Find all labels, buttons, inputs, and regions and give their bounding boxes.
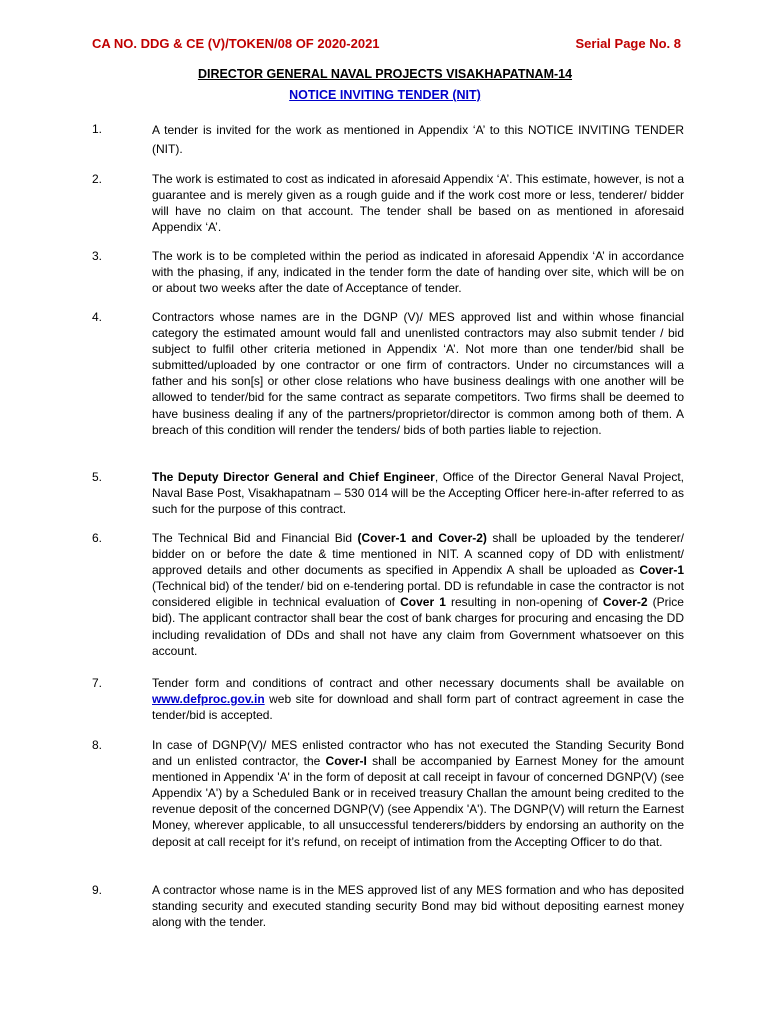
paragraph-text: Contractors whose names are in the DGNP (V)/ MES approved list and within whose financial category the estimated amount would fall and unenlisted contractors may also submit tender / bid subject to fulfil other criteria metioned in Appendix ‘A’. Not more than one tender/bid shall be submitted/uploaded by one contractor or one firm of contractors. Under no circumstances will a father and his son[s] or other close relations who have business dealings with one another will be allowed to tender/bid for the same contract as separate competitors. Two firms shall be deemed to have business dealing if any of the partners/proprietor/director is common among both of them. A breach of this condition will render the tenders/ bids of both parties liable to rejection. [152,310,684,437]
bold-run: Cover-2 [602,595,648,610]
text-run: shall be uploaded by the tenderer/ bidder on or before the date & time mentioned in NIT. A scanned copy of DD with enlistment/ approved details and other documents as specified in Appendix A shall be uploaded as [152,531,684,578]
paragraph-text: A tender is invited for the work as mentioned in Appendix ‘A’ to this NOTICE INVITING TENDER (NIT). [152,123,684,156]
text-run: The Technical Bid and Financial Bid [152,531,358,545]
paragraph-3 [92,248,684,296]
contract-number: CA NO. DDG & CE (V)/TOKEN/08 OF 2020-2021 [92,36,380,51]
paragraph-text [152,675,684,723]
paragraph-number: 9. [92,883,103,897]
text-run: , Office of the Director General Naval Project, Naval Base Post, Visakhapatnam – 530 014 will be the Accepting Officer here-in-after referred to as such for the purpose of this contract. [152,470,685,517]
paragraph-number: 6. [92,531,103,545]
text-run: In case of DGNP(V)/ MES enlisted contractor who has not executed the Standing Security Bond and un enlisted contractor, the [152,738,684,769]
text-run: resulting in non-opening of [445,595,603,610]
paragraph-number: 8. [92,738,103,752]
paragraph-8 [92,737,684,850]
paragraph-5 [92,469,684,517]
paragraph-number: 1. [92,122,103,136]
paragraph-text: The work is to be completed within the period as indicated in aforesaid Appendix ‘A’ in accordance with the phasing, if any, indicated in the tender form the date of handing over site, which will be on or about two weeks after the date of Acceptance of tender. [152,249,684,296]
paragraph-text [152,737,684,850]
bold-run: Cover-1 [639,563,684,578]
paragraph-number: 3. [92,249,103,263]
text-run: Tender form and conditions of contract and other necessary documents shall be available on [152,676,684,690]
paragraph-2 [92,171,684,235]
bold-run: (Cover-1 and Cover-2) [357,531,487,545]
page-header [92,36,681,51]
text-run: (Price bid). The applicant contractor shall bear the cost of bank charges for procuring and encasing the DD including revalidation of DDs and shall not have any claim from Government whatsoever on this account. [152,595,684,658]
accepting-officer-title: The Deputy Director General and Chief Engineer [152,470,435,484]
paragraph-4 [92,309,684,438]
paragraph-text: The work is estimated to cost as indicated in aforesaid Appendix ‘A’. This estimate, however, is not a guarantee and is merely given as a rough guide and if the work cost more or less, tenderer/ bidder will have no claim on that account. The tender shall be based on as mentioned in aforesaid Appendix ‘A’. [152,172,684,235]
serial-page-number: Serial Page No. 8 [575,36,681,51]
paragraph-number: 4. [92,310,103,324]
paragraph-6 [92,530,684,659]
paragraph-7 [92,675,684,723]
notice-subtitle: NOTICE INVITING TENDER (NIT) [289,88,481,102]
document-title: DIRECTOR GENERAL NAVAL PROJECTS VISAKHAPATNAM-14 [197,67,573,81]
paragraph-text [152,469,684,517]
paragraph-number: 2. [92,172,103,186]
paragraph-1 [92,121,684,159]
text-run: (Technical bid) of the tender/ bid on e-tendering portal. DD is refundable in case the contractor is not considered eligible in technical evaluation of [152,579,684,610]
text-run: shall be accompanied by Earnest Money for the amount mentioned in Appendix 'A' in the form of deposit at call receipt in favour of concerned DGNP(V) (see Appendix 'A') by a Scheduled Bank or in received treasury Challan the amount being credited to the revenue deposit of the concerned DGNP(V) (see Appendix 'A'). The DGNP(V) will return the Earnest Money, wherever applicable, to all unsuccessful tenderers/bidders by endorsing an authority on the deposit at call receipt for it’s refund, on receipt of intimation from the Accepting Officer to do that. [152,754,685,849]
text-run: web site for download and shall form part of contract agreement in case the tender/bid is accepted. [152,692,684,723]
paragraph-text: A contractor whose name is in the MES approved list of any MES formation and who has deposited standing security and executed standing security Bond may bid without depositing earnest money along with the tender. [152,883,684,930]
defproc-link[interactable]: www.defproc.gov.in [152,692,265,707]
paragraph-number: 7. [92,676,103,690]
paragraph-9 [92,882,684,930]
bold-run: Cover 1 [400,595,446,610]
paragraph-number: 5. [92,470,103,484]
paragraph-text [152,530,684,659]
bold-run: Cover-I [325,754,367,769]
